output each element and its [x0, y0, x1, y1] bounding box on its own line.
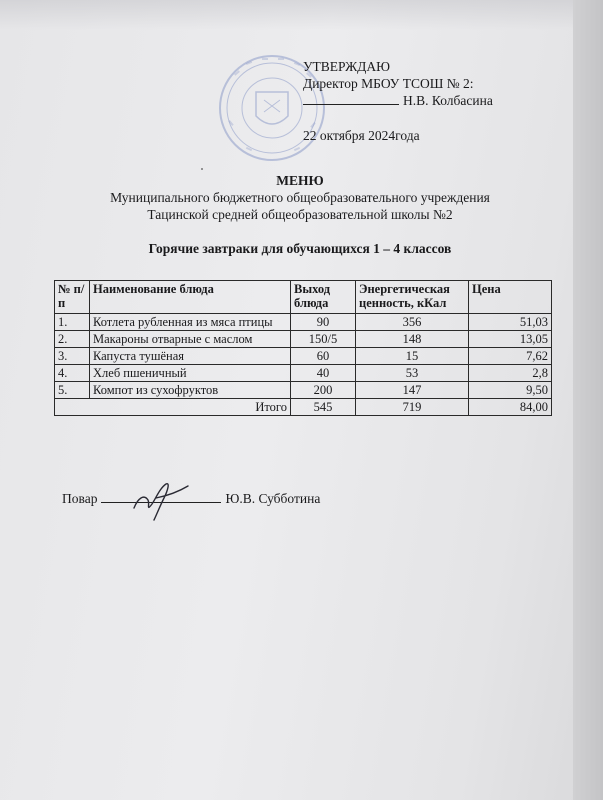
dish-yield: 60: [291, 348, 356, 365]
dish-name: Макароны отварные с маслом: [90, 331, 291, 348]
page-edge: [573, 0, 603, 800]
total-price: 84,00: [469, 399, 552, 416]
director-name: Н.В. Колбасина: [403, 93, 493, 108]
dish-yield: 200: [291, 382, 356, 399]
dish-energy: 356: [356, 314, 469, 331]
dish-name: Хлеб пшеничный: [90, 365, 291, 382]
column-header-dish-name: Наименование блюда: [90, 281, 291, 314]
dish-energy: 148: [356, 331, 469, 348]
organization-line-1: Муниципального бюджетного общеобразовательного учреждения: [110, 190, 490, 205]
column-header-yield: Выход блюда: [291, 281, 356, 314]
table-row: [55, 382, 552, 399]
approval-position: Директор МБОУ ТСОШ № 2:: [303, 76, 474, 91]
column-header-energy: Энергетическая ценность, кКал: [356, 281, 469, 314]
dish-energy: 15: [356, 348, 469, 365]
dish-name: Капуста тушёная: [90, 348, 291, 365]
dish-price: 51,03: [469, 314, 552, 331]
total-label: Итого: [55, 399, 291, 416]
dish-name: Компот из сухофруктов: [90, 382, 291, 399]
dish-price: 7,62: [469, 348, 552, 365]
dish-name: Котлета рубленная из мяса птицы: [90, 314, 291, 331]
cook-label: Повар: [62, 491, 98, 506]
table-total-row: [55, 399, 552, 416]
table-header-row: [55, 281, 552, 314]
table-row: [55, 348, 552, 365]
dish-yield: 40: [291, 365, 356, 382]
approval-heading: УТВЕРЖДАЮ: [303, 59, 391, 74]
table-row: [55, 314, 552, 331]
dish-price: 13,05: [469, 331, 552, 348]
table-row: [55, 365, 552, 382]
cook-name: Ю.В. Субботина: [225, 491, 321, 506]
cook-handwritten-signature: [126, 474, 196, 524]
total-energy: 719: [356, 399, 469, 416]
row-number: 2.: [55, 331, 90, 348]
row-number: 4.: [55, 365, 90, 382]
menu-table: [54, 280, 552, 416]
paper-shadow: [0, 0, 603, 30]
row-number: 1.: [55, 314, 90, 331]
column-header-number: № п/п: [55, 281, 90, 314]
organization-line-2: Тацинской средней общеобразовательной школы №2: [147, 207, 453, 222]
approval-date: 22 октября 2024года: [303, 128, 420, 143]
row-number: 3.: [55, 348, 90, 365]
director-signature-line: [303, 104, 399, 105]
dish-yield: 90: [291, 314, 356, 331]
row-number: 5.: [55, 382, 90, 399]
table-row: [55, 331, 552, 348]
paper-speck: [201, 168, 203, 170]
dish-energy: 147: [356, 382, 469, 399]
document-title: МЕНЮ: [276, 173, 324, 188]
approval-signature-row: [303, 92, 493, 109]
dish-price: 9,50: [469, 382, 552, 399]
column-header-price: Цена: [469, 281, 552, 314]
dish-yield: 150/5: [291, 331, 356, 348]
approval-block: [303, 58, 493, 144]
dish-energy: 53: [356, 365, 469, 382]
dish-price: 2,8: [469, 365, 552, 382]
total-yield: 545: [291, 399, 356, 416]
menu-subtitle: Горячие завтраки для обучающихся 1 – 4 классов: [148, 241, 452, 256]
